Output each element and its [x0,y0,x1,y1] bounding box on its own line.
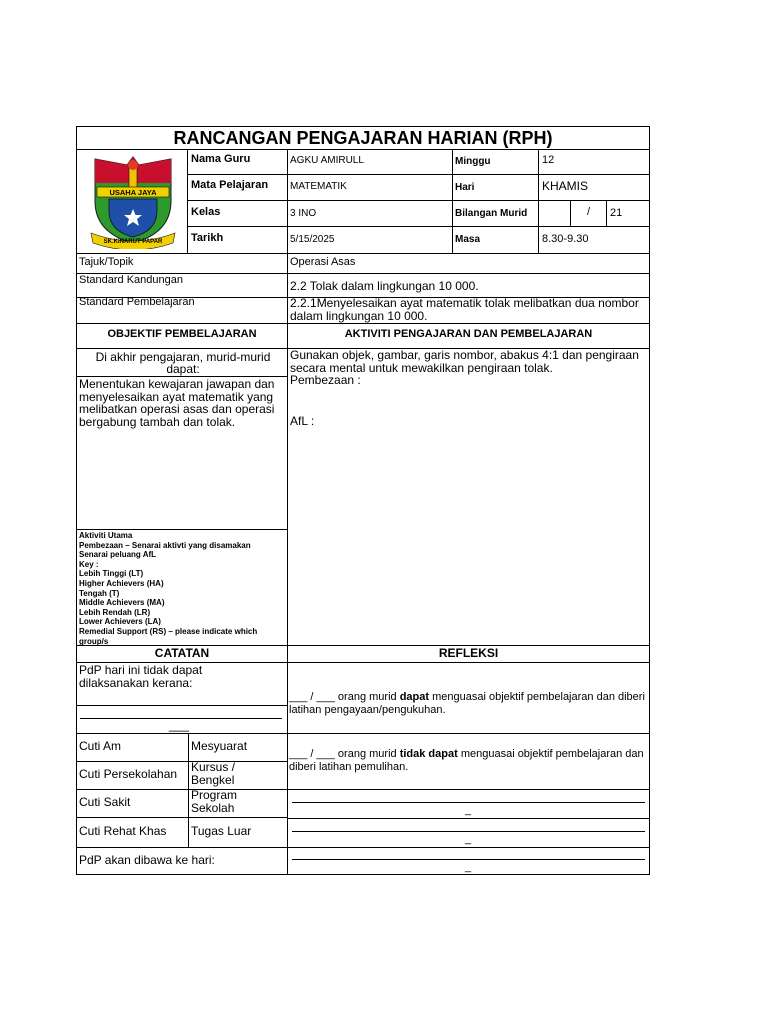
bilangan-murid-label: Bilangan Murid [455,208,528,219]
kelas-value: 3 INO [290,208,317,219]
tajuk-value: Operasi Asas [290,256,356,268]
note-pembezaan: Pembezaan – Senarai aktivti yang disamakan [79,540,251,550]
cuti-persekolahan: Cuti Persekolahan [79,767,178,781]
objektif-intro: Di akhir pengajaran, murid-murid dapat: [95,350,271,376]
standard-kandungan-value: 2.2 Tolak dalam lingkungan 10 000. [290,279,479,293]
catatan-line-tail: ___ [169,718,190,732]
aktiviti-afl: AfL : [290,414,315,428]
masa-label: Masa [455,234,481,245]
refleksi-1: ___ / ___ orang murid dapat menguasai objektif pembelajaran dan diberi latihan pengayaan/pengukuhan. [289,691,645,716]
svg-text:USAHA JAYA: USAHA JAYA [109,188,157,197]
standard-pembelajaran-label: Standard Pembelajaran [79,296,195,308]
mesyuarat: Mesyuarat [191,739,248,753]
mata-pelajaran-value: MATEMATIK [290,181,347,192]
hari-label: Hari [455,182,475,193]
school-crest-icon [87,153,179,249]
refleksi-line-3 [292,859,645,860]
pdp-dibawa: PdP akan dibawa ke hari: [79,853,215,867]
rph-document [76,126,650,875]
program-sekolah: Program Sekolah [191,788,238,815]
note-key: Key : [79,559,99,569]
note-aktiviti-utama: Aktiviti Utama [79,531,133,540]
masa-value: 8.30-9.30 [542,233,589,245]
aktiviti-text: Gunakan objek, gambar, garis nombor, abakus 4:1 dan pengiraan secara mental untuk mewakilkan pengiraan tolak. [290,348,639,375]
hari-value: KHAMIS [542,179,589,193]
refleksi-line-2 [292,831,645,832]
cuti-rehat-khas: Cuti Rehat Khas [79,824,167,838]
catatan-heading: CATATAN [154,646,210,660]
note-rs: Remedial Support (RS) – please indicate which group/s [79,626,258,646]
refleksi-line-3-tail: _ [465,861,472,873]
note-la: Lower Achievers (LA) [79,617,161,627]
note-ma: Middle Achievers (MA) [79,598,165,608]
cuti-sakit: Cuti Sakit [79,795,131,809]
page-title: RANCANGAN PENGAJARAN HARIAN (RPH) [173,128,553,148]
aktiviti-pembezaan: Pembezaan : [290,373,361,387]
catatan-pdp-text: PdP hari ini tidak dapat dilaksanakan kerana: [79,663,203,690]
refleksi-2: ___ / ___ orang murid tidak dapat menguasai objektif pembelajaran dan diberi latihan pemulihan. [289,748,644,773]
bilangan-slash: / [587,206,591,218]
objektif-text: Menentukan kewajaran jawapan dan menyelesaikan ayat matematik yang melibatkan operasi asas dan operasi bergabung tambah dan tolak. [79,377,275,429]
objektif-notes [79,531,285,646]
svg-text:SK.KINARUT PAPAR: SK.KINARUT PAPAR [103,239,163,245]
note-lr: Lebih Rendah (LR) [79,607,151,617]
note-afl: Senarai peluang AfL [79,550,157,560]
mata-pelajaran-label: Mata Pelajaran [191,179,269,191]
tajuk-label: Tajuk/Topik [79,256,134,268]
bilangan-total: 21 [610,207,623,219]
kelas-label: Kelas [191,206,221,218]
note-ha: Higher Achievers (HA) [79,578,164,588]
note-lt: Lebih Tinggi (LT) [79,569,144,579]
tarikh-label: Tarikh [191,232,224,244]
objektif-heading: OBJEKTIF PEMBELAJARAN [107,328,257,340]
refleksi-line-1-tail: _ [465,804,472,816]
minggu-value: 12 [542,154,555,166]
aktiviti-heading: AKTIVITI PENGAJARAN DAN PEMBELAJARAN [344,328,593,340]
standard-pembelajaran-value: 2.2.1Menyelesaikan ayat matematik tolak melibatkan dua nombor dalam lingkungan 10 000. [290,296,639,323]
refleksi-heading: REFLEKSI [438,646,499,660]
refleksi-line-1 [292,802,645,803]
kursus-bengkel: Kursus / Bengkel [191,760,236,787]
note-t: Tengah (T) [79,588,120,598]
tarikh-value: 5/15/2025 [290,234,335,245]
tugas-luar: Tugas Luar [191,824,252,838]
cuti-am: Cuti Am [79,739,122,753]
minggu-label: Minggu [455,156,491,167]
nama-guru-value: AGKU AMIRULL [290,155,364,166]
standard-kandungan-label: Standard Kandungan [79,274,183,286]
refleksi-line-2-tail: _ [465,833,472,845]
school-logo [87,153,179,249]
nama-guru-label: Nama Guru [191,153,251,165]
